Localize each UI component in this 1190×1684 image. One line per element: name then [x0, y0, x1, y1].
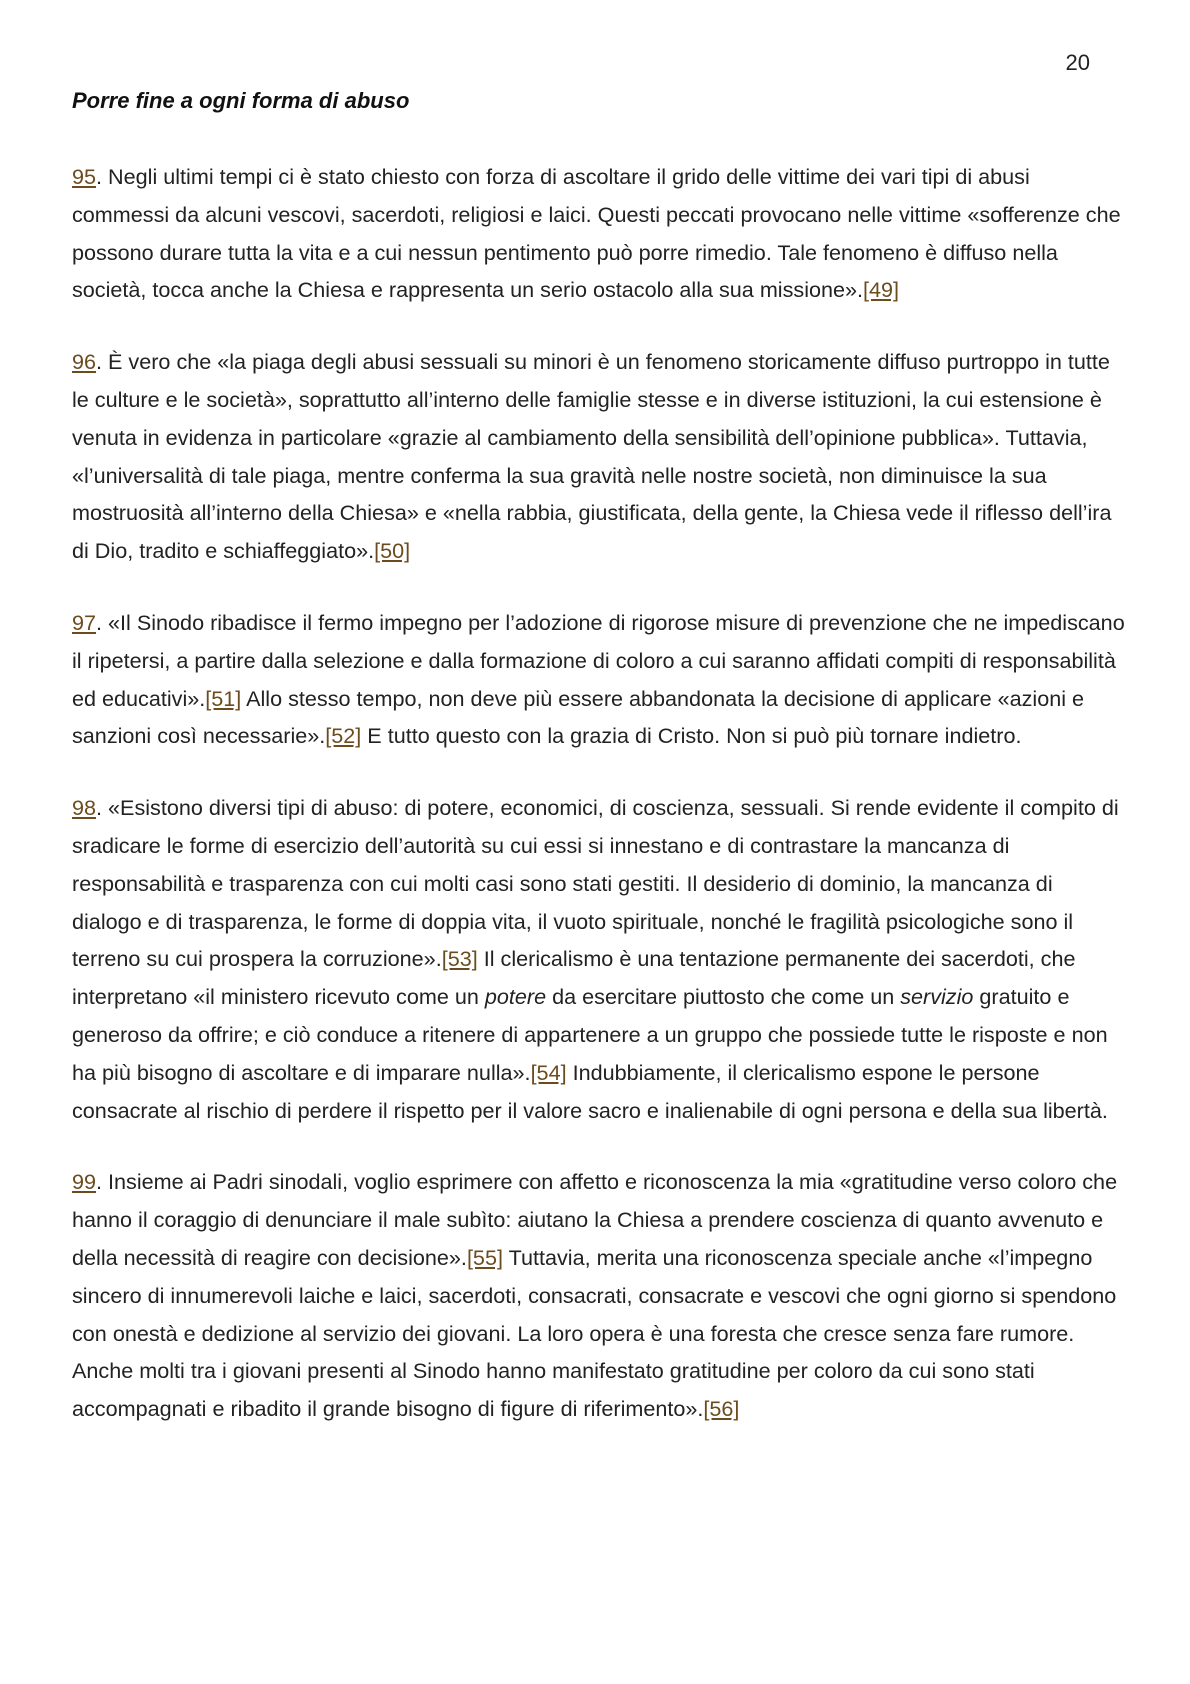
footnote-link[interactable]: [56] [703, 1396, 740, 1422]
paragraph-99 [72, 1163, 1128, 1428]
paragraph-text: E tutto questo con la grazia di Cristo. Non si può più tornare indietro. [361, 723, 1022, 749]
paragraph-text: Allo stesso tempo, non deve più essere abbandonata la decisione di applicare «azioni e sanzioni così necessarie». [72, 685, 1085, 749]
paragraph-number-link[interactable]: 97 [72, 609, 97, 635]
paragraph-text: Il clericalismo è una tentazione permanente dei sacerdoti, che interpretano «il ministero ricevuto come un [72, 946, 1076, 1010]
footnote-link[interactable]: [55] [466, 1244, 503, 1270]
paragraph-95 [72, 158, 1128, 309]
footnote-link[interactable]: [52] [325, 723, 362, 749]
footnote-link[interactable]: [53] [441, 946, 478, 972]
paragraph-number-link[interactable]: 99 [72, 1169, 97, 1195]
paragraph-text: . Insieme ai Padri sinodali, voglio esprimere con affetto e riconoscenza la mia «gratitudine verso coloro che hanno il coraggio di denunciare il male subìto: aiutano la Chiesa a prendere coscienza di quanto avvenuto e della necessità di reagire con decisione». [72, 1169, 1118, 1270]
paragraph-text: . «Esistono diversi tipi di abuso: di potere, economici, di coscienza, sessuali. Si rende evidente il compito di sradicare le forme di esercizio dell’autorità su cui essi si innestano e di contrastare la mancanza di responsabilità e trasparenza con cui molti casi sono stati gestiti. Il desiderio di dominio, la mancanza di dialogo e di trasparenza, le forme di doppia vita, il vuoto spirituale, nonché le fragilità psicologiche sono il terreno su cui prospera la corruzione». [72, 795, 1119, 972]
footnote-link[interactable]: [54] [530, 1059, 567, 1085]
paragraph-number-link[interactable]: 98 [72, 795, 97, 821]
paragraph-text: gratuito e generoso da offrire; e ciò conduce a ritenere di appartenere a un gruppo che possiede tutte le risposte e non ha più bisogno di ascoltare e di imparare nulla». [72, 984, 1108, 1085]
paragraph-text: Indubbiamente, il clericalismo espone le persone consacrate al rischio di perdere il rispetto per il valore sacro e inalienabile di ogni persona e della sua libertà. [72, 1059, 1108, 1123]
footnote-link[interactable]: [50] [374, 538, 411, 564]
section-title: Porre fine a ogni forma di abuso [72, 88, 410, 113]
paragraph-text: . «Il Sinodo ribadisce il fermo impegno per l’adozione di rigorose misure di prevenzione che ne impediscano il ripetersi, a partire dalla selezione e dalla formazione di coloro a cui saranno affidati compiti di responsabilità ed educativi». [72, 609, 1125, 711]
paragraph-text: . Negli ultimi tempi ci è stato chiesto con forza di ascoltare il grido delle vittime dei vari tipi di abusi commessi da alcuni vescovi, sacerdoti, religiosi e laici. Questi peccati provocano nelle vittime «sofferenze che possono durare tutta la vita e a cui nessun pentimento può porre rimedio. Tale fenomeno è diffuso nella società, tocca anche la Chiesa e rappresenta un serio ostacolo alla sua missione». [72, 164, 1121, 303]
paragraph-text: da esercitare piuttosto che come un [546, 984, 901, 1010]
document-body [72, 158, 1128, 1462]
paragraph-number-link[interactable]: 95 [72, 164, 97, 189]
paragraph-number-link[interactable]: 96 [72, 349, 97, 375]
paragraph-text: . È vero che «la piaga degli abusi sessuali su minori è un fenomeno storicamente diffuso purtroppo in tutte le culture e le società», soprattutto all’interno delle famiglie stesse e in diverse istituzioni, la cui estensione è venuta in evidenza in particolare «grazie al cambiamento della sensibilità dell’opinione pubblica». Tuttavia, «l’universalità di tale piaga, mentre conferma la sua gravità nelle nostre società, non diminuisce la sua mostruosità all’interno della Chiesa» e «nella rabbia, giustificata, della gente, la Chiesa vede il riflesso dell’ira di Dio, tradito e schiaffeggiato». [72, 349, 1112, 564]
emphasis-text: potere [484, 984, 547, 1010]
paragraph-96 [72, 343, 1128, 570]
paragraph-text: Tuttavia, merita una riconoscenza speciale anche «l’impegno sincero di innumerevoli laiche e laici, sacerdoti, consacrati, consacrate e vescovi che ogni giorno si spendono con onestà e dedizione al servizio dei giovani. La loro opera è una foresta che cresce senza fare rumore. Anche molti tra i giovani presenti al Sinodo hanno manifestato gratitudine per coloro da cui sono stati accompagnati e ribadito il grande bisogno di figure di riferimento». [72, 1244, 1117, 1422]
paragraph-98 [72, 789, 1128, 1129]
page-number: 20 [1065, 50, 1090, 75]
footnote-link[interactable]: [51] [205, 685, 242, 711]
footnote-link[interactable]: [49] [863, 277, 900, 303]
emphasis-text: servizio [900, 984, 974, 1010]
paragraph-97 [72, 604, 1128, 755]
